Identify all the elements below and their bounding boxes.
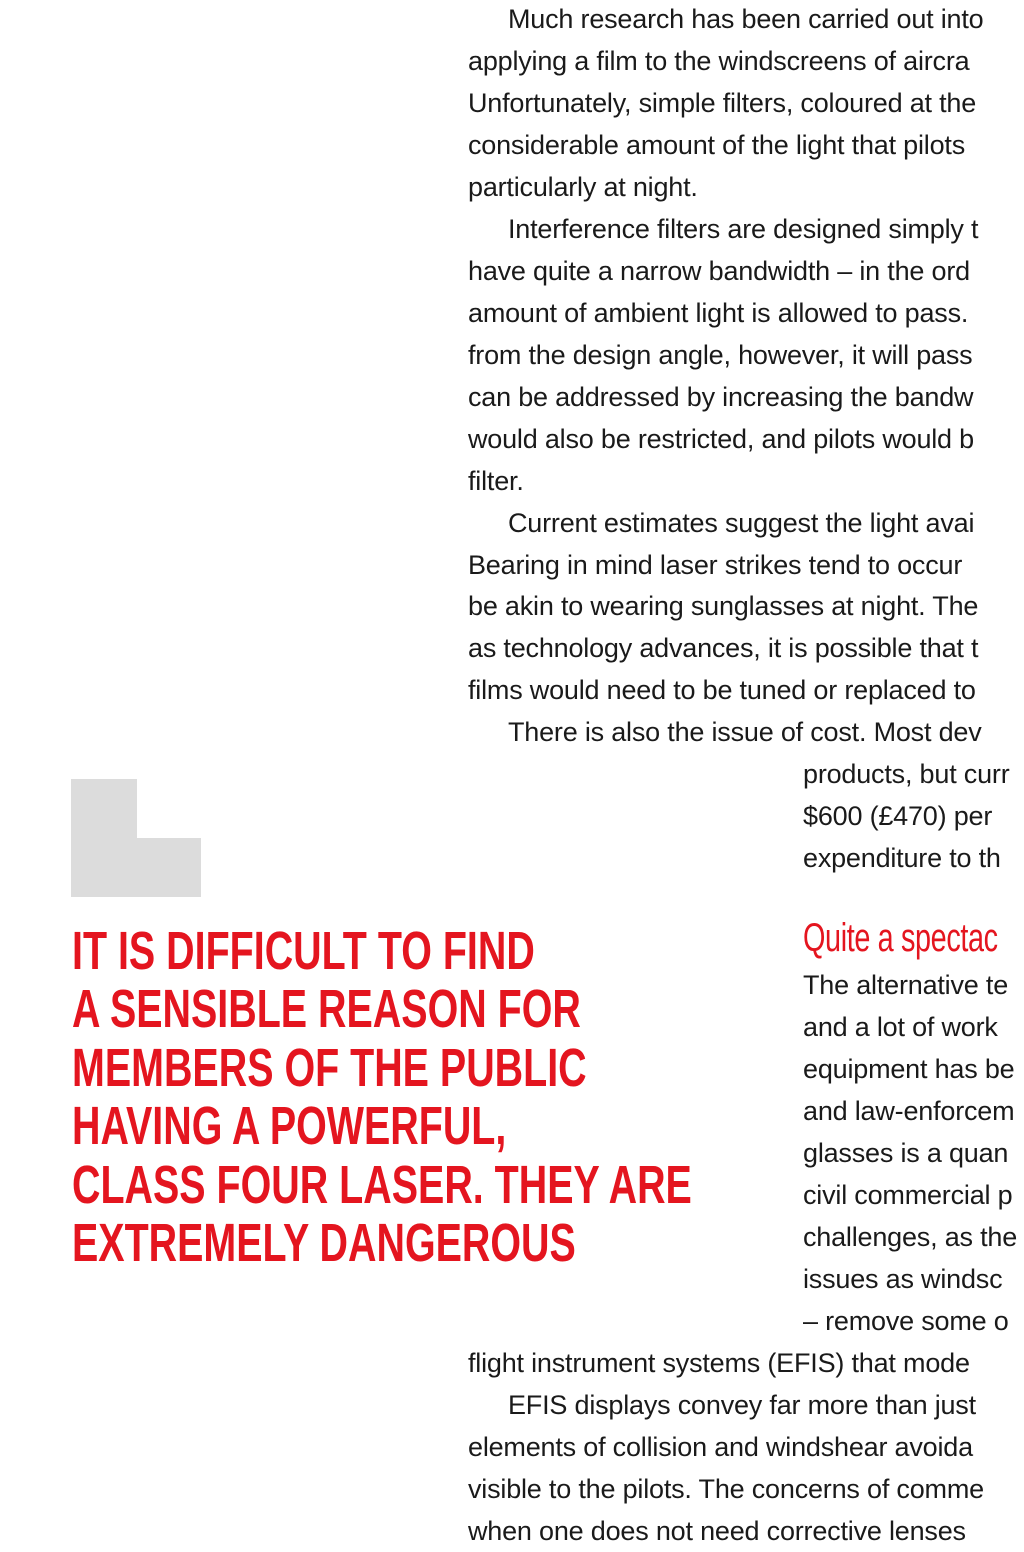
pull-quote-line: MEMBERS OF THE PUBLIC xyxy=(72,1037,587,1098)
body-line: equipment has be xyxy=(803,1054,1015,1084)
body-line: Interference filters are designed simply t xyxy=(508,214,979,244)
body-line: have quite a narrow bandwidth – in the ord xyxy=(468,256,970,286)
body-line: Unfortunately, simple filters, coloured at the xyxy=(468,88,977,118)
pull-quote-mark-icon xyxy=(71,779,201,897)
body-line: as technology advances, it is possible that t xyxy=(468,633,979,663)
body-line: be akin to wearing sunglasses at night. The xyxy=(468,591,979,621)
section-subheading: Quite a spectac xyxy=(803,916,998,960)
body-line: and law-enforcem xyxy=(803,1096,1015,1126)
pull-quote-line: CLASS FOUR LASER. THEY ARE xyxy=(72,1154,692,1215)
body-line: from the design angle, however, it will pass xyxy=(468,340,973,370)
body-line: challenges, as the xyxy=(803,1222,1018,1252)
body-line: and a lot of work xyxy=(803,1012,998,1042)
body-line: $600 (£470) per xyxy=(803,801,993,831)
body-line: visible to the pilots. The concerns of comme xyxy=(468,1474,984,1504)
body-line: Bearing in mind laser strikes tend to occur xyxy=(468,550,963,580)
body-line: when one does not need corrective lenses xyxy=(468,1516,966,1546)
body-line: – remove some o xyxy=(803,1306,1009,1336)
body-line: expenditure to th xyxy=(803,843,1001,873)
body-line: films would need to be tuned or replaced to xyxy=(468,675,976,705)
body-line: particularly at night. xyxy=(468,172,698,202)
body-line: elements of collision and windshear avoida xyxy=(468,1432,973,1462)
body-line: civil commercial p xyxy=(803,1180,1013,1210)
pull-quote-line: A SENSIBLE REASON FOR xyxy=(72,979,581,1040)
body-line: applying a film to the windscreens of aircra xyxy=(468,46,970,76)
body-line: Current estimates suggest the light avai xyxy=(508,508,975,538)
body-line: can be addressed by increasing the bandw xyxy=(468,382,974,412)
pull-quote-line: IT IS DIFFICULT TO FIND xyxy=(72,921,535,981)
body-line: amount of ambient light is allowed to pass. xyxy=(468,298,969,328)
body-line: products, but curr xyxy=(803,759,1010,789)
pull-quote-line: HAVING A POWERFUL, xyxy=(72,1096,507,1157)
body-line: The alternative te xyxy=(803,970,1009,1000)
body-line: would also be restricted, and pilots would b xyxy=(468,424,974,454)
body-line: EFIS displays convey far more than just xyxy=(508,1390,976,1420)
body-line: glasses is a quan xyxy=(803,1138,1009,1168)
body-line: There is also the issue of cost. Most dev xyxy=(508,717,982,747)
body-line: considerable amount of the light that pilots xyxy=(468,130,966,160)
pull-quote-line: EXTREMELY DANGEROUS xyxy=(72,1213,576,1274)
body-line: filter. xyxy=(468,466,524,496)
pull-quote xyxy=(72,922,729,1272)
body-line: issues as windsc xyxy=(803,1264,1003,1294)
body-line: Much research has been carried out into xyxy=(508,4,984,34)
body-line: flight instrument systems (EFIS) that mode xyxy=(468,1348,970,1378)
